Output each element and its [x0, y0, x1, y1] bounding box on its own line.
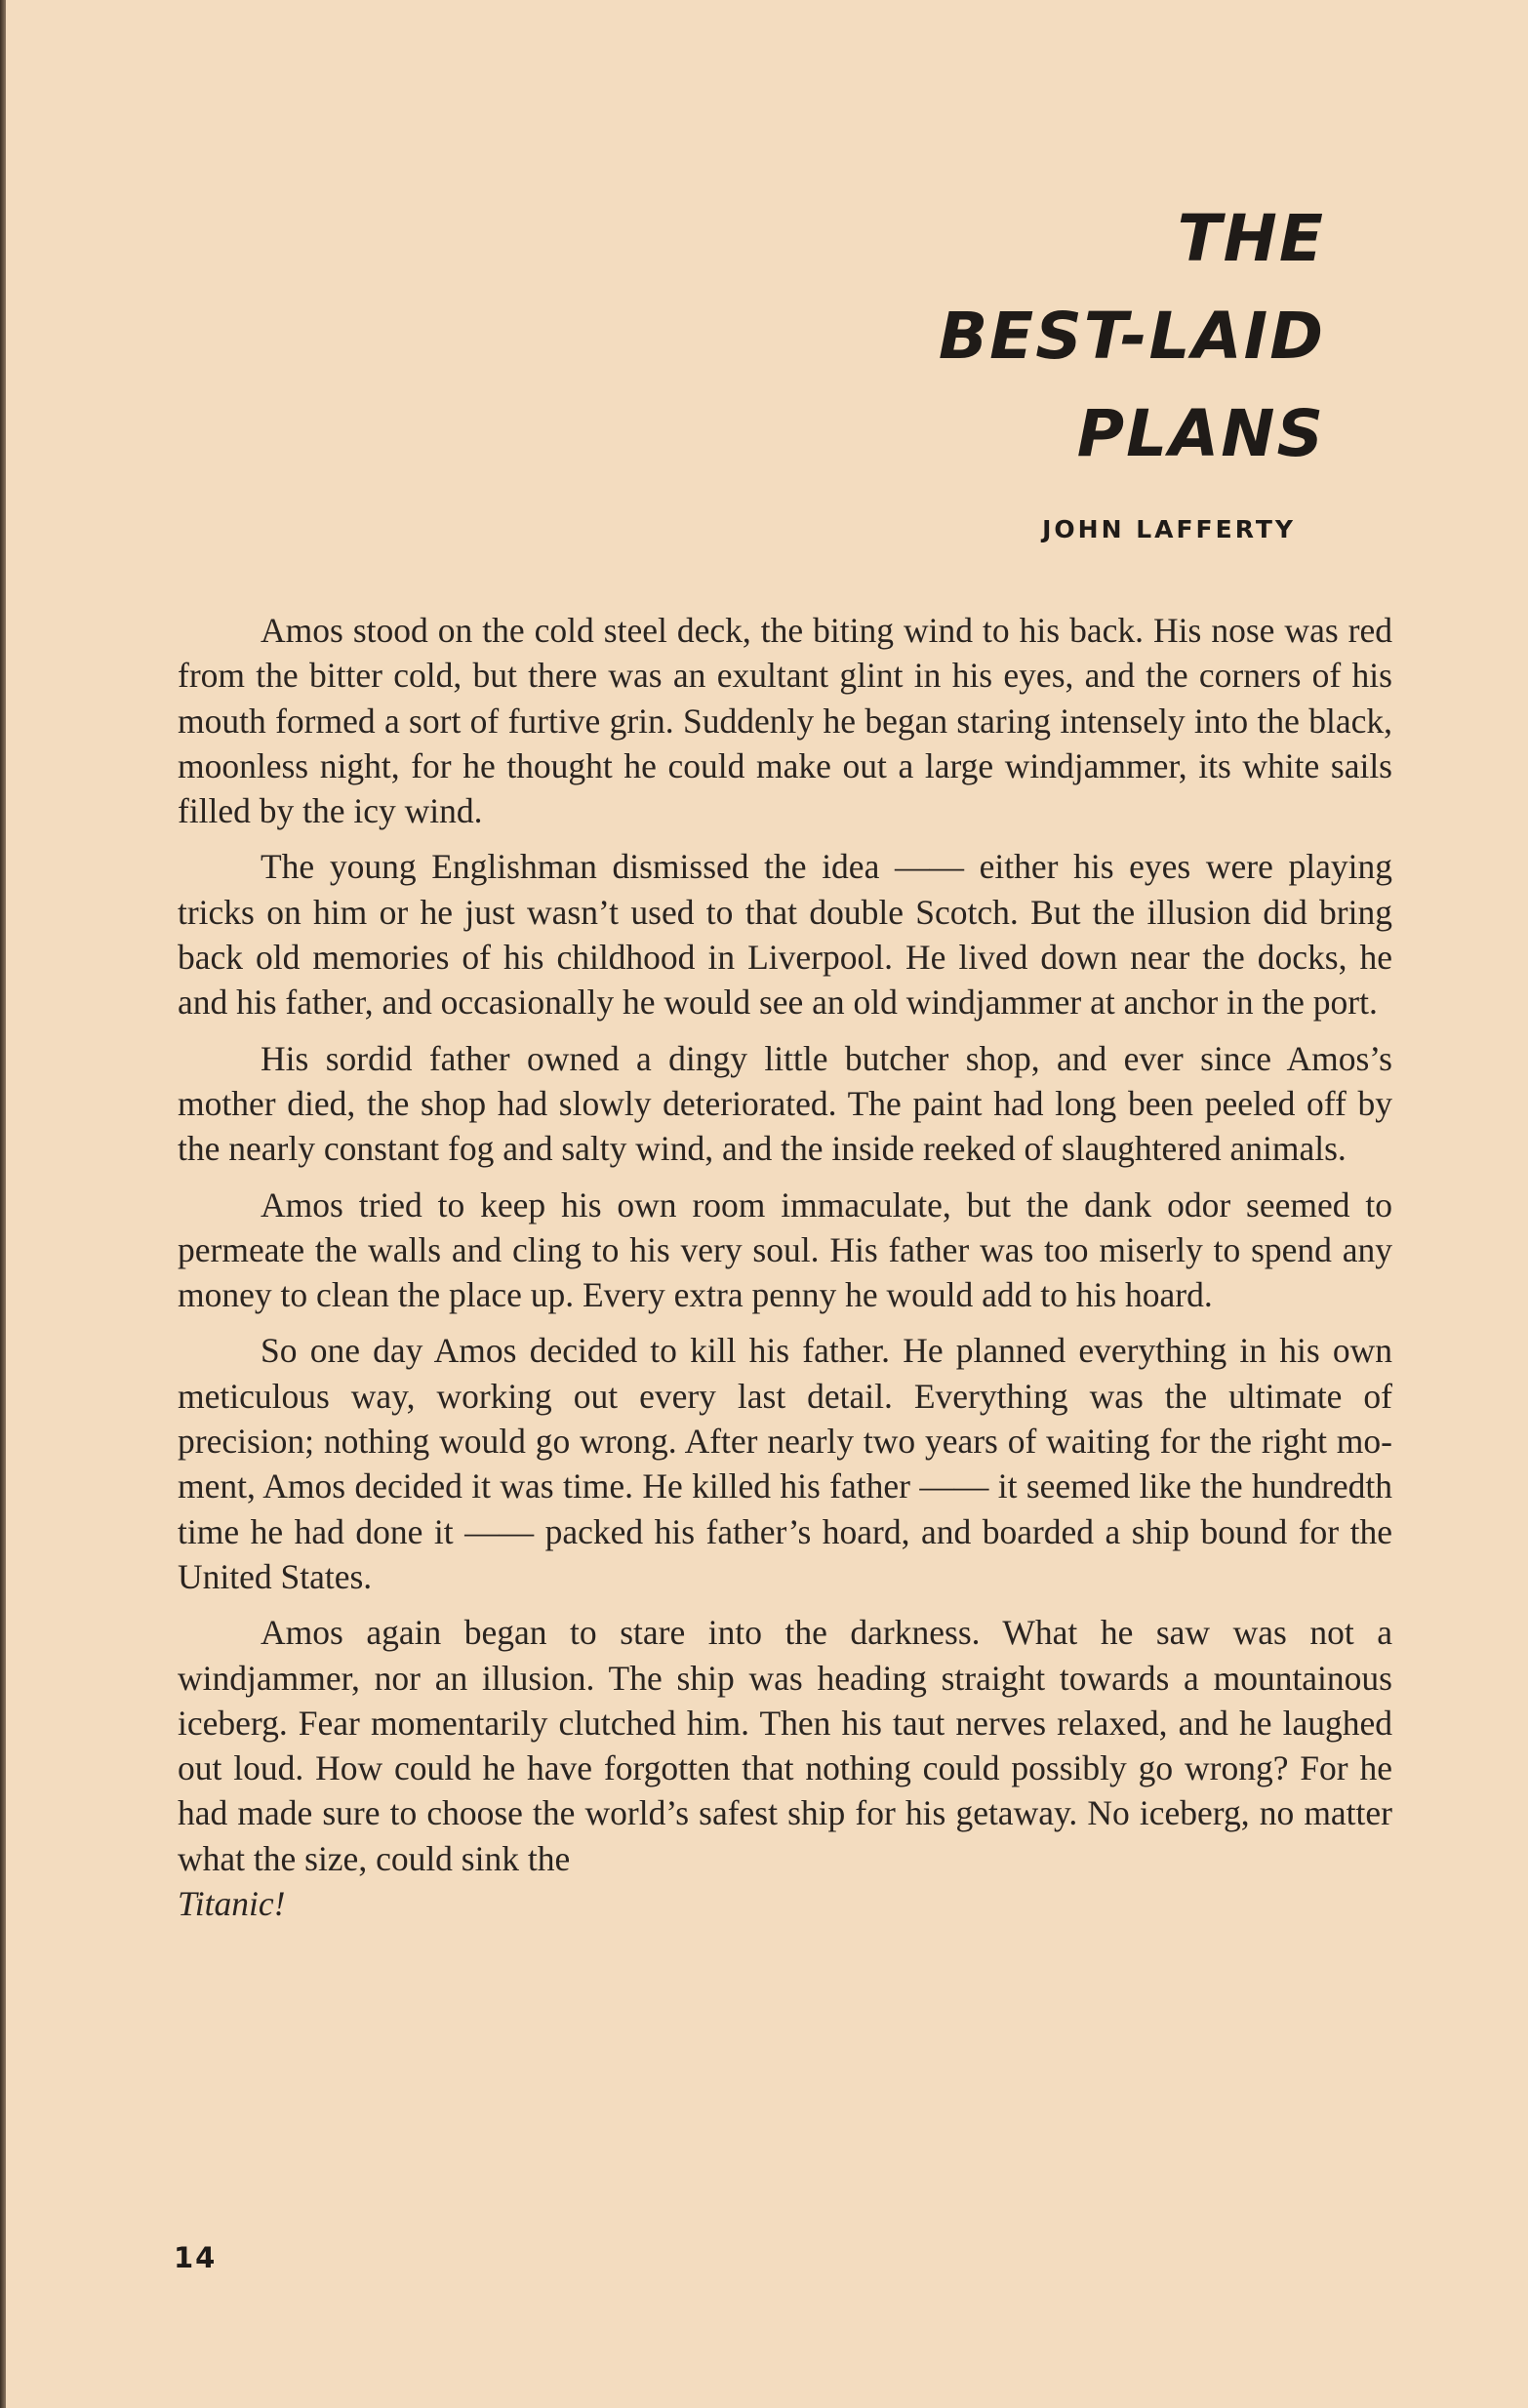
story-body [178, 608, 1392, 1937]
paragraph-3: His sordid father owned a dingy little butcher shop, and ever since Amos’s mother died, the shop had slowly deteriorated. The paint had long been peeled off by the nearly constant fog and salty wind, and the inside reeked of slaughtered animals. [178, 1038, 1392, 1169]
paragraph-5: So one day Amos decided to kill his father. He planned everything in his own meticulous way, working out every last detail. Everything was the ultimate of precision; nothing would go wrong. After nearly two years of waiting for the right moment, Amos decided it was time. He killed his father —— it seemed like the hundredth time he had done it —— packed his father’s hoard, and boarded a ship bound for the United States. [178, 1331, 1392, 1596]
author-byline: JOHN LAFFERTY [1042, 515, 1296, 543]
title-line-3: PLANS [1076, 396, 1325, 471]
story-title [939, 190, 1325, 483]
paragraph-2: The young Englishman dismissed the idea —— either his eyes were playing tricks on him or he just wasn’t used to that double Scotch. But the illusion did bring back old memories of his childhood in Liverpool. He lived down near the docks, he and his father, and occasionally he would see an old windjammer at anchor in the port. [178, 847, 1392, 1023]
paragraph-6 [178, 1610, 1392, 1926]
page-number: 14 [174, 2241, 218, 2274]
titanic-italic: Titanic! [178, 1884, 286, 1924]
title-line-2: BEST-LAID [938, 299, 1325, 374]
paragraph-6-text: Amos again began to stare into the darkness. What he saw was not a windjammer, nor an illusion. The ship was heading straight towards a mountainous iceberg. Fear momentarily clutched him. Then his taut nerves relaxed, and he laughed out loud. How could he have forgotten that nothing could possibly go wrong? For he had made sure to choose the world’s safest ship for his getaway. No iceberg, no matter what the size, could sink the [178, 1613, 1392, 1878]
paragraph-1: Amos stood on the cold steel deck, the biting wind to his back. His nose was red from the bitter cold, but there was an exultant glint in his eyes, and the corners of his mouth formed a sort of furtive grin. Suddenly he began staring intensely into the black, moonless night, for he thought he could make out a large windjammer, its white sails filled by the icy wind. [178, 611, 1392, 831]
paragraph-4: Amos tried to keep his own room immaculate, but the dank odor seemed to permeate the walls and cling to his very soul. His father was too miserly to spend any money to clean the place up. Every extra penny he would add to his hoard. [178, 1184, 1392, 1315]
title-line-1: THE [1177, 201, 1325, 276]
